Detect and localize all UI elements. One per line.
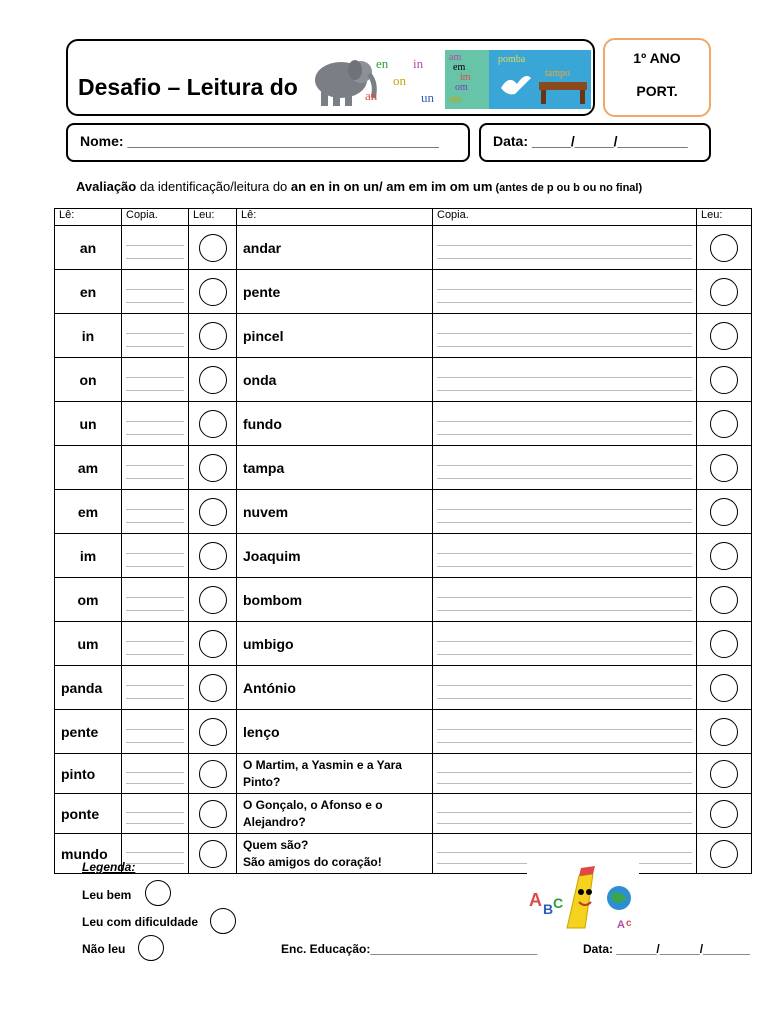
read-word-text: São amigos do coração! (243, 854, 382, 869)
footer-date[interactable]: Data: ______/______/_______ (583, 942, 750, 956)
table-row (55, 710, 752, 754)
legend-item: Leu com dificuldade (82, 915, 199, 929)
col-header: Leu: (697, 209, 752, 226)
read-word-text: bombom (243, 591, 303, 608)
read-check-cell[interactable] (189, 446, 237, 490)
table-row (55, 358, 752, 402)
table-row (55, 622, 752, 666)
read-word-text: Joaquim (243, 547, 301, 564)
read-word-left: um (55, 622, 122, 666)
copy-cell[interactable] (433, 534, 697, 578)
read-check-circle[interactable] (710, 278, 738, 306)
read-word-left: em (55, 490, 122, 534)
subject-label: PORT. (636, 83, 678, 99)
svg-text:c: c (626, 918, 632, 929)
read-check-cell[interactable] (189, 358, 237, 402)
copy-cell[interactable] (122, 402, 189, 446)
copy-cell[interactable] (433, 666, 697, 710)
read-word-right (237, 710, 433, 754)
read-check-circle[interactable] (199, 586, 227, 614)
read-check-circle[interactable] (710, 630, 738, 658)
read-word-right (237, 622, 433, 666)
read-check-cell[interactable] (697, 578, 752, 622)
copy-cell[interactable] (122, 578, 189, 622)
read-check-cell[interactable] (697, 834, 752, 874)
read-check-cell[interactable] (189, 578, 237, 622)
table-header (55, 209, 752, 226)
table-row (55, 794, 752, 834)
read-check-cell[interactable] (189, 710, 237, 754)
read-word-left: mundo (55, 834, 122, 874)
read-word-left: am (55, 446, 122, 490)
read-check-cell[interactable] (697, 622, 752, 666)
copy-cell[interactable] (122, 270, 189, 314)
read-word-left: an (55, 226, 122, 270)
copy-cell[interactable] (433, 794, 697, 834)
read-check-circle[interactable] (710, 366, 738, 394)
legend-title: Legenda: (82, 860, 136, 874)
read-check-circle[interactable] (710, 498, 738, 526)
read-check-cell[interactable] (697, 270, 752, 314)
table-row (55, 490, 752, 534)
copy-cell[interactable] (122, 534, 189, 578)
date-label: Data: _____/_____/_________ (493, 133, 688, 149)
read-word-left: ponte (55, 794, 122, 834)
read-check-cell[interactable] (697, 446, 752, 490)
read-word-right (237, 794, 433, 834)
svg-text:C: C (553, 895, 564, 911)
read-check-cell[interactable] (697, 666, 752, 710)
read-check-cell[interactable] (189, 754, 237, 794)
read-word-text: onda (243, 371, 277, 388)
svg-text:pomba: pomba (498, 54, 526, 65)
read-check-circle[interactable] (710, 410, 738, 438)
read-check-circle[interactable] (199, 674, 227, 702)
read-check-circle[interactable] (710, 322, 738, 350)
copy-cell[interactable] (433, 710, 697, 754)
legend-circle[interactable] (210, 908, 236, 934)
pencil-mascot-icon (527, 862, 639, 934)
read-check-circle[interactable] (199, 800, 227, 828)
copy-cell[interactable] (122, 490, 189, 534)
read-check-cell[interactable] (697, 490, 752, 534)
read-check-cell[interactable] (697, 358, 752, 402)
read-word-text: pente (243, 283, 281, 300)
read-check-cell[interactable] (189, 666, 237, 710)
read-check-circle[interactable] (710, 718, 738, 746)
copy-cell[interactable] (122, 622, 189, 666)
legend-item: Não leu (82, 942, 126, 956)
read-check-cell[interactable] (697, 314, 752, 358)
page-title: Desafio – Leitura do (78, 74, 298, 100)
table-row (55, 226, 752, 270)
instructions: Avaliação da identificação/leitura do an en in on un/ am em im om um (antes de p ou b ou no final) (76, 179, 643, 194)
read-check-circle[interactable] (199, 718, 227, 746)
legend-circle[interactable] (145, 880, 171, 906)
read-check-circle[interactable] (199, 760, 227, 788)
read-word-right (237, 446, 433, 490)
read-word-right (237, 666, 433, 710)
read-word-right (237, 402, 433, 446)
read-word-text: tampa (243, 459, 285, 476)
copy-cell[interactable] (122, 666, 189, 710)
read-word-text: António (243, 679, 296, 696)
copy-cell[interactable] (122, 314, 189, 358)
date-field[interactable] (479, 123, 711, 162)
read-check-circle[interactable] (710, 800, 738, 828)
col-header: Lê: (237, 209, 433, 226)
read-check-cell[interactable] (189, 534, 237, 578)
copy-cell[interactable] (122, 794, 189, 834)
svg-text:am: am (449, 52, 462, 63)
read-word-right (237, 534, 433, 578)
read-check-circle[interactable] (199, 322, 227, 350)
legend-item: Leu bem (82, 888, 132, 902)
svg-text:B: B (543, 901, 554, 917)
title-illustration (303, 50, 591, 109)
read-check-circle[interactable] (199, 542, 227, 570)
read-check-circle[interactable] (710, 542, 738, 570)
grade-box (603, 38, 711, 117)
svg-text:an: an (365, 88, 378, 103)
copy-cell[interactable] (122, 358, 189, 402)
svg-text:tampo: tampo (545, 68, 570, 79)
svg-text:un: un (421, 90, 434, 105)
read-word-right (237, 490, 433, 534)
read-check-cell[interactable] (189, 314, 237, 358)
copy-cell[interactable] (433, 622, 697, 666)
read-check-cell[interactable] (697, 710, 752, 754)
read-word-text: Quem são? (243, 837, 309, 852)
read-check-cell[interactable] (189, 402, 237, 446)
read-word-right (237, 358, 433, 402)
table-row (55, 270, 752, 314)
read-word-right (237, 270, 433, 314)
read-word-text: lenço (243, 723, 280, 740)
read-word-left: om (55, 578, 122, 622)
read-word-left: im (55, 534, 122, 578)
read-word-left: on (55, 358, 122, 402)
name-field[interactable] (66, 123, 470, 162)
svg-text:im: im (460, 72, 471, 83)
read-check-circle[interactable] (710, 454, 738, 482)
read-word-left: pente (55, 710, 122, 754)
copy-cell[interactable] (122, 710, 189, 754)
read-check-cell[interactable] (189, 226, 237, 270)
grade-label: 1º ANO (633, 50, 681, 66)
read-word-text: andar (243, 239, 282, 256)
read-check-cell[interactable] (697, 794, 752, 834)
read-word-text: O Martim, a Yasmin e a Yara Pinto? (243, 757, 402, 789)
read-word-text: fundo (243, 415, 282, 432)
table-row (55, 314, 752, 358)
read-check-cell[interactable] (697, 534, 752, 578)
copy-cell[interactable] (122, 226, 189, 270)
read-word-left: en (55, 270, 122, 314)
read-check-circle[interactable] (199, 366, 227, 394)
col-header: Lê: (55, 209, 122, 226)
col-header: Copia. (122, 209, 189, 226)
read-word-right (237, 226, 433, 270)
copy-cell[interactable] (433, 446, 697, 490)
copy-cell[interactable] (433, 270, 697, 314)
read-word-right (237, 578, 433, 622)
read-word-text: O Gonçalo, o Afonso e o Alejandro? (243, 797, 383, 829)
read-check-circle[interactable] (710, 234, 738, 262)
read-word-text: pincel (243, 327, 284, 344)
read-word-left: panda (55, 666, 122, 710)
read-word-left: in (55, 314, 122, 358)
read-word-text: nuvem (243, 503, 289, 520)
read-check-cell[interactable] (697, 402, 752, 446)
table-row (55, 402, 752, 446)
read-word-text: umbigo (243, 635, 294, 652)
read-check-cell[interactable] (697, 754, 752, 794)
copy-cell[interactable] (122, 446, 189, 490)
copy-cell[interactable] (433, 402, 697, 446)
read-check-cell[interactable] (189, 490, 237, 534)
read-word-right (237, 754, 433, 794)
copy-cell[interactable] (122, 754, 189, 794)
table-row (55, 446, 752, 490)
read-word-left: pinto (55, 754, 122, 794)
col-header: Leu: (189, 209, 237, 226)
legend-circle[interactable] (138, 935, 164, 961)
read-check-circle[interactable] (199, 234, 227, 262)
read-check-cell[interactable] (189, 270, 237, 314)
copy-cell[interactable] (433, 754, 697, 794)
read-check-circle[interactable] (199, 630, 227, 658)
svg-text:in: in (413, 56, 424, 71)
read-check-cell[interactable] (189, 622, 237, 666)
read-check-cell[interactable] (189, 794, 237, 834)
read-check-circle[interactable] (199, 454, 227, 482)
copy-cell[interactable] (433, 226, 697, 270)
read-word-right (237, 314, 433, 358)
read-check-circle[interactable] (199, 278, 227, 306)
read-check-circle[interactable] (199, 410, 227, 438)
read-check-circle[interactable] (710, 840, 738, 868)
svg-text:A: A (529, 890, 542, 910)
reading-table (54, 208, 752, 874)
name-label: Nome: ________________________________________ (80, 133, 439, 149)
read-check-circle[interactable] (710, 586, 738, 614)
svg-text:em: em (453, 62, 466, 73)
copy-cell[interactable] (433, 358, 697, 402)
table-row (55, 578, 752, 622)
copy-cell[interactable] (433, 490, 697, 534)
table-row (55, 754, 752, 794)
title-box (66, 39, 595, 116)
read-check-circle[interactable] (199, 498, 227, 526)
copy-cell[interactable] (433, 578, 697, 622)
guardian-signature[interactable]: Enc. Educação:_________________________ (281, 942, 538, 956)
svg-text:en: en (376, 56, 389, 71)
svg-text:A: A (617, 919, 625, 931)
read-check-circle[interactable] (710, 674, 738, 702)
svg-text:om: om (455, 82, 468, 93)
svg-text:um: um (449, 94, 462, 105)
read-check-circle[interactable] (710, 760, 738, 788)
table-row (55, 534, 752, 578)
table-row (55, 666, 752, 710)
copy-cell[interactable] (433, 314, 697, 358)
read-check-cell[interactable] (697, 226, 752, 270)
svg-text:on: on (393, 73, 406, 88)
col-header: Copia. (433, 209, 697, 226)
read-word-left: un (55, 402, 122, 446)
